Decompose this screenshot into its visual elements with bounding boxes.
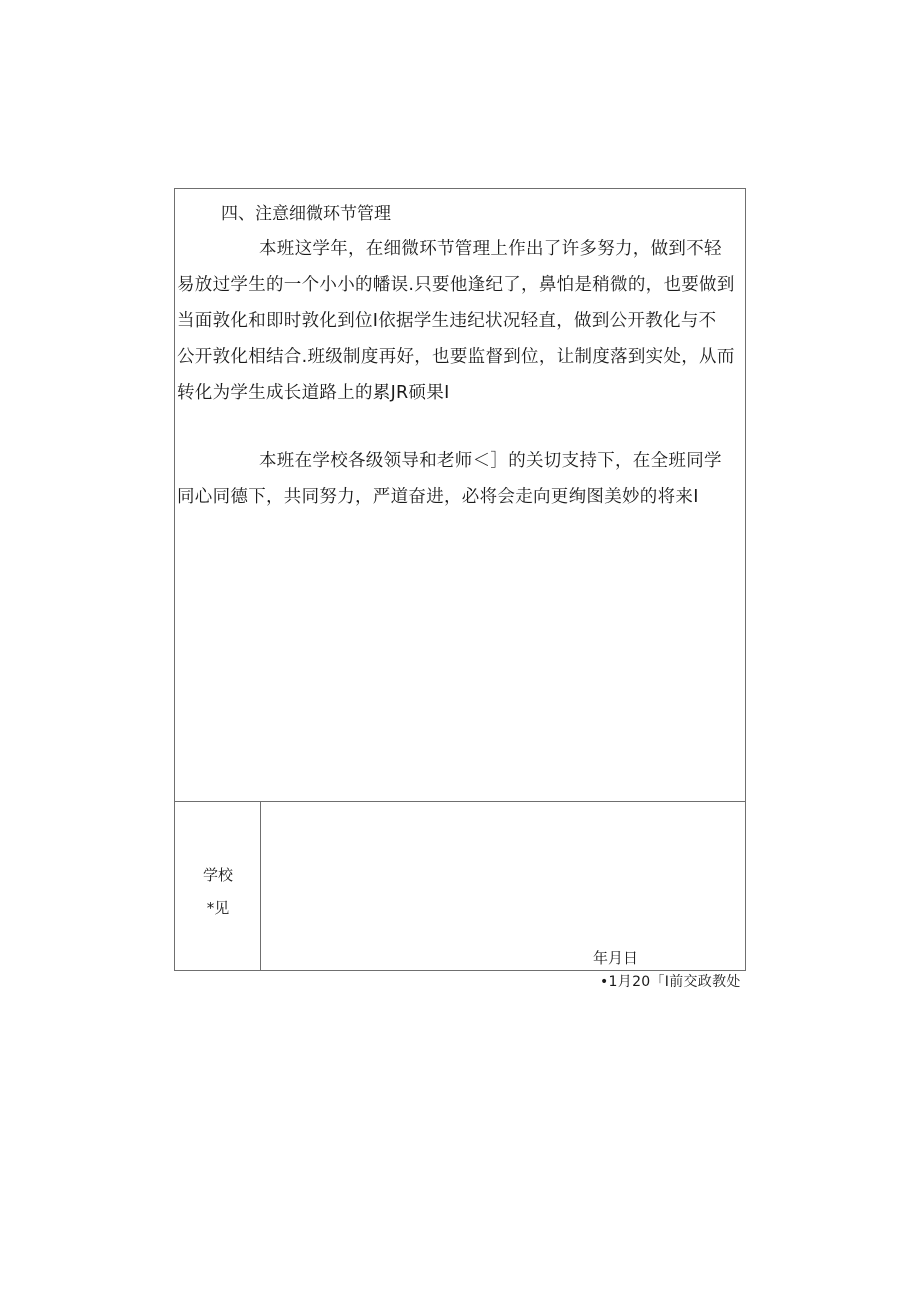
section-heading: 四、注意细微环节管理 — [221, 204, 391, 224]
paragraph-line: 易放过学生的一个小小的幡误.只要他逢纪了，鼻怕是稍微的，也要做到 — [177, 275, 735, 295]
paragraph-line: 当面敦化和即时敦化到位I依据学生违纪状况轻直，做到公开教化与不 — [177, 311, 717, 331]
opinion-label: *见 — [206, 899, 230, 917]
paragraph-line: 同心同德下，共同努力，严道奋进，必将会走向更绚图美妙的将来I — [177, 487, 699, 507]
school-opinion-cell — [261, 802, 745, 970]
paragraph-line: 公开敦化相结合.班级制度再好，也要监督到位，让制度落到实处，从而 — [177, 347, 735, 367]
footer-note: •1月20「I前交政教处 — [600, 974, 741, 990]
date-label: 年月日 — [593, 949, 639, 967]
school-opinion-label-cell — [175, 802, 261, 970]
content-cell — [175, 189, 745, 802]
paragraph-line: 本班这学年，在细微环节管理上作出了许多努力，做到不轻 — [259, 239, 722, 259]
school-label: 学校 — [202, 866, 233, 884]
summary-form-table — [174, 188, 746, 971]
paragraph-line: 本班在学校各级领导和老师＜］的关切支持下，在全班同学 — [259, 451, 722, 471]
paragraph-line: 转化为学生成长道路上的累JR硕果I — [177, 383, 450, 403]
